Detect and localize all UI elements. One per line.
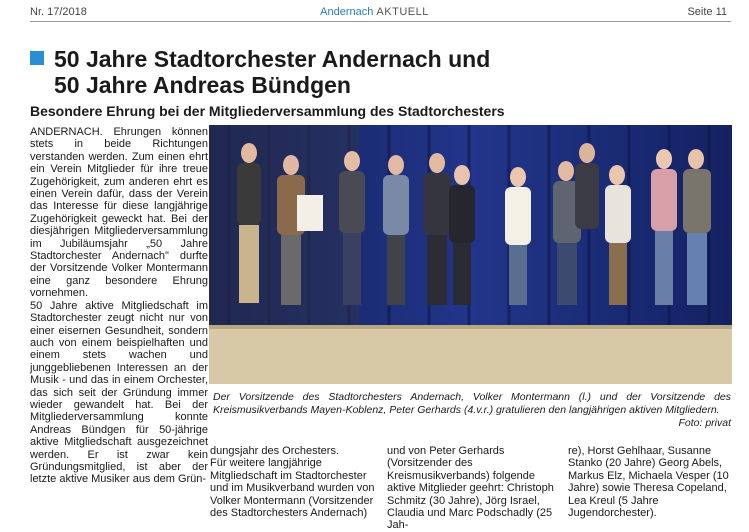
- group-photo: [209, 125, 732, 384]
- issue-number: Nr. 17/2018: [30, 6, 87, 18]
- text-column-4: [568, 445, 731, 519]
- text-column-1: [30, 126, 208, 486]
- header-divider: [30, 21, 731, 22]
- headline-line-1: 50 Jahre Stadtorchester Andernach und: [54, 46, 491, 72]
- section-name: AKTUELL: [376, 6, 429, 18]
- article-text-part-4: re), Horst Gehlhaar, Susanne Stanko (20 Jahre) Georg Abels, Markus Elz, Michaela Vesper (10 Jahre) sowie Theresa Copeland, Lea Kreul (5 Jahre Jugendorchester).: [568, 445, 729, 520]
- text-column-2: [210, 445, 375, 519]
- article-text-part-1: ANDERNACH. Ehrungen können stets in beide Richtungen verstanden werden. Zum einen ehrt ein Verein Mitglieder für ihre treue Zugehörigkeit, zum anderen ehrt es einen Verein dafür, dass der Verein das Interesse für diese langjährige Zugehörigkeit geweckt hat. Bei der diesjährigen Mitgliederversammlung im Jubiläumsjahr „50 Jahre Stadtorchester Andernach" durfte der Vorsitzende Volker Montermann eine ganz besondere Ehrung vornehmen. 50 Jahre aktive Mitgliedschaft im Stadtorchester zeugt nicht nur von einer eisernen Gesundheit, sondern auch von einem beispielhaften und einem stets wachen und junggebliebenen Interessen an der Musik - und das in einem Orchester, das sich seit der Gründung immer wieder gewandelt hat. Bei der Mitgliederversammlung konnte Andreas Bündgen für 50-jährige aktive Mitgliedschaft ausgezeichnet werden. Er ist zwar kein Gründungsmitglied, ist aber der letzte aktive Musiker aus dem Grün-: [30, 126, 208, 486]
- page-number: Seite 11: [687, 6, 727, 18]
- article-text-part-3: und von Peter Gerhards (Vorsitzender des Kreismusikverbands) folgende aktive Mitglieder geehrt: Christoph Schmitz (30 Jahre), Jörg Israel, Claudia und Marc Podschadly (25 Jah-: [387, 445, 554, 532]
- text-column-3: [387, 445, 555, 532]
- photo-credit: Foto: privat: [678, 417, 731, 429]
- photo-caption: Der Vorsitzende des Stadtorchesters Andernach, Volker Montermann (l.) und der Vorsitzende des Kreismusikverbands Mayen-Koblenz, Peter Gerhards (4.v.r.) gratulieren den langjährigen aktiven Mitgliedern.: [213, 391, 731, 416]
- group-photo-illustration: [209, 125, 732, 384]
- brand-name: Andernach: [320, 6, 374, 18]
- headline-marker-icon: [30, 51, 44, 65]
- article-text-part-2: dungsjahr des Orchesters. Für weitere langjährige Mitgliedschaft im Stadtorchester und im Musikverband wurden von Volker Montermann (Vorsitzender des Stadtorchesters Andernach): [210, 445, 375, 520]
- article-headline: [54, 46, 714, 98]
- article-subheadline: Besondere Ehrung bei der Mitgliederversammlung des Stadtorchesters: [30, 103, 505, 119]
- publication-title: [0, 6, 749, 18]
- headline-line-2: 50 Jahre Andreas Bündgen: [54, 72, 351, 98]
- page-header: [0, 0, 749, 22]
